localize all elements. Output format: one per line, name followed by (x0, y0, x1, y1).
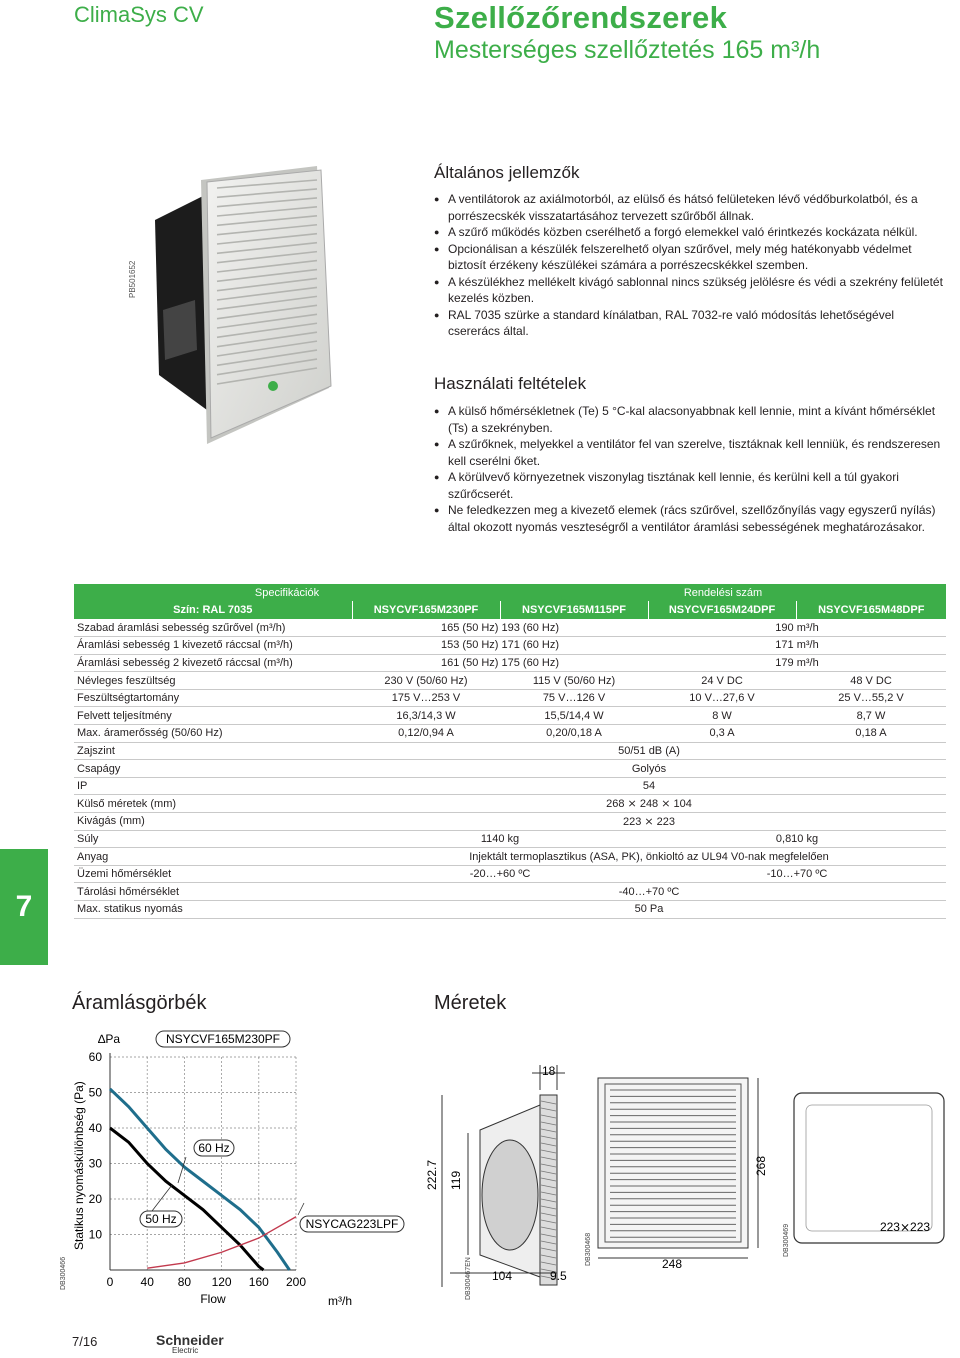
flow-chart (60, 1025, 399, 1315)
spec-table (74, 584, 946, 919)
flow-code: DB300466 (60, 1256, 67, 1290)
table-row: Kivágás (mm) 223 ⨯ 223 (74, 813, 946, 831)
dim-18: 18 (542, 1064, 556, 1078)
table-row: Felvett teljesítmény 16,3/14,3 W 15,5/14,4 W 8 W 8,7 W (74, 707, 946, 725)
chart-label-50hz: 50 Hz (145, 1212, 177, 1226)
general-item: ● A szűrő működés közben cserélhető a forgó elemekkel való érintkezés kockázata nélkül. (434, 224, 944, 241)
brand-name: ClimaSys CV (74, 2, 204, 27)
table-row: Súly 1140 kg 0,810 kg (74, 830, 946, 848)
x-tick-label: 0 (106, 1275, 114, 1289)
schneider-logo: Schneider (156, 1332, 224, 1348)
table-row: Szabad áramlási sebesség szűrővel (m³/h) 165 (50 Hz) 193 (60 Hz) 190 m³/h (74, 619, 946, 637)
y-tick-label: 30 (88, 1156, 102, 1171)
chart-label-60hz: 60 Hz (198, 1141, 230, 1155)
series-line-0 (110, 1128, 263, 1270)
dim-222: 222.7 (425, 1159, 439, 1190)
usage-heading: Használati feltételek (434, 374, 587, 393)
table-row: Áramlási sebesség 1 kivezető ráccsal (m³/h) 153 (50 Hz) 171 (60 Hz) 171 m³/h (74, 637, 946, 655)
table-row: Külső méretek (mm) 268 ⨯ 248 ⨯ 104 (74, 795, 946, 813)
product-code: NSYCVF165M24DPF (648, 601, 796, 619)
table-row: Max. áramerősség (50/60 Hz) 0,12/0,94 A 0,20/0,18 A 0,3 A 0,18 A (74, 725, 946, 743)
dims-heading: Méretek (434, 992, 507, 1014)
dim-268: 268 (754, 1155, 768, 1176)
page-subtitle: Mesterséges szellőztetés 165 m³/h (434, 36, 821, 64)
series-line-1 (110, 1089, 289, 1270)
dim-119: 119 (449, 1170, 463, 1190)
dim-104: 104 (491, 1269, 513, 1283)
x-tick-label: 160 (248, 1275, 269, 1289)
dim-223: 223⨯223 (879, 1220, 931, 1234)
side-code: DB300467EN (465, 1257, 472, 1300)
flow-heading: Áramlásgörbék (72, 992, 207, 1014)
product-code: NSYCVF165M230PF (352, 601, 500, 619)
y-tick-label: 60 (88, 1050, 102, 1064)
front-code: DB300468 (585, 1232, 592, 1266)
dim-248: 248 (661, 1257, 683, 1271)
table-row: Áramlási sebesség 2 kivezető ráccsal (m³/h) 161 (50 Hz) 175 (60 Hz) 179 m³/h (74, 654, 946, 672)
chart-pa-label: ∆Pa (98, 1032, 121, 1046)
table-row: Zajszint 50/51 dB (A) (74, 742, 946, 760)
order-header: Rendelési szám (500, 584, 946, 601)
fan-product-image (145, 160, 345, 450)
chapter-tab: 7 (0, 849, 48, 965)
chart-xlabel: Flow (200, 1292, 226, 1306)
chart-label-grid: NSYCAG223LPF (305, 1217, 399, 1231)
color-label: Szín: RAL 7035 (74, 601, 352, 619)
schneider-logo-sub: Electric (172, 1346, 199, 1355)
table-row: Anyag Injektált termoplasztikus (ASA, PK), önkioltó az UL94 V0-nak megfelelően (74, 848, 946, 866)
table-row: IP 54 (74, 777, 946, 795)
product-code: NSYCVF165M115PF (500, 601, 648, 619)
page-number: 7/16 (72, 1334, 98, 1349)
general-list (434, 191, 944, 340)
general-item: ● A ventilátorok az axiálmotorból, az elülső és hátsó felületeken lévő védőburkolatból, és a porrészecskék visszatartásához tervezett szűrőből állnak. (434, 191, 944, 224)
usage-item: ● A külső hőmérsékletnek (Te) 5 °C-kal alacsonyabbnak kell lennie, mint a kívánt hőmérséklet (Ts) a szekrényben. (434, 403, 944, 436)
usage-list (434, 403, 944, 535)
x-tick-label: 200 (285, 1275, 307, 1289)
cut-code: DB300469 (783, 1223, 790, 1257)
usage-item: ● A szűrőknek, melyekkel a ventilátor fel van szerelve, tisztáknak kell lenniük, és rendszeresen kell cserélni őket. (434, 436, 944, 469)
x-tick-label: 120 (211, 1275, 232, 1289)
general-heading: Általános jellemzők (434, 163, 580, 182)
chart-ylabel: Statikus nyomáskülönbség (Pa) (72, 1081, 86, 1250)
table-row: Névleges feszültség 230 V (50/60 Hz) 115 V (50/60 Hz) 24 V DC 48 V DC (74, 672, 946, 690)
y-tick-label: 50 (88, 1085, 102, 1100)
general-item: ● RAL 7035 szürke a standard kínálatban, RAL 7032-re való módosítás lehetőségével csererács által. (434, 307, 944, 340)
table-row: Üzemi hőmérséklet -20…+60 ºC -10…+70 ºC (74, 865, 946, 883)
table-row: Tárolási hőmérséklet -40…+70 ºC (74, 883, 946, 901)
usage-item: ● A körülvevő környezetnek viszonylag tisztának kell lennie, és kerülni kell a túl gyakori szűrőcserét. (434, 469, 944, 502)
general-item: ● A készülékhez mellékelt kivágó sablonnal nincs szükség jelölésre és védi a szekrény felületét kezelés közben. (434, 274, 944, 307)
usage-item: ● Ne feledkezzen meg a kivezető elemek (rács szűrővel, szellőzőnyílás vagy egyszerű nyílás) által okozott nyomás veszteségről a ventilátor áramlási sebességének meghatározásakor. (434, 502, 944, 535)
chart-product-label: NSYCVF165M230PF (165, 1032, 281, 1046)
chart-unit: m³/h (328, 1294, 352, 1308)
table-row: Feszültségtartomány 175 V…253 V 75 V…126 V 10 V…27,6 V 25 V…55,2 V (74, 689, 946, 707)
y-tick-label: 40 (88, 1121, 102, 1135)
cutout-drawing (780, 1085, 950, 1270)
general-item: ● Opcionálisan a készülék felszerelhető olyan szűrővel, mely még hatékonyabb védelmet biztosít érzékeny készülékei számára a porrészecskékkel szemben. (434, 241, 944, 274)
x-tick-label: 40 (140, 1275, 154, 1289)
dim-9-5: 9.5 (550, 1269, 567, 1283)
x-tick-label: 80 (177, 1275, 192, 1289)
y-tick-label: 10 (88, 1227, 102, 1242)
table-row: Csapágy Golyós (74, 760, 946, 778)
y-tick-label: 20 (88, 1192, 102, 1206)
page-title: Szellőzőrendszerek (434, 0, 728, 35)
spec-header: Specifikációk (74, 584, 500, 601)
table-row: Max. statikus nyomás 50 Pa (74, 901, 946, 919)
photo-code: PB501652 (128, 260, 137, 298)
front-view-drawing (580, 1070, 780, 1300)
product-code: NSYCVF165M48DPF (796, 601, 946, 619)
side-view-drawing (420, 1055, 585, 1305)
